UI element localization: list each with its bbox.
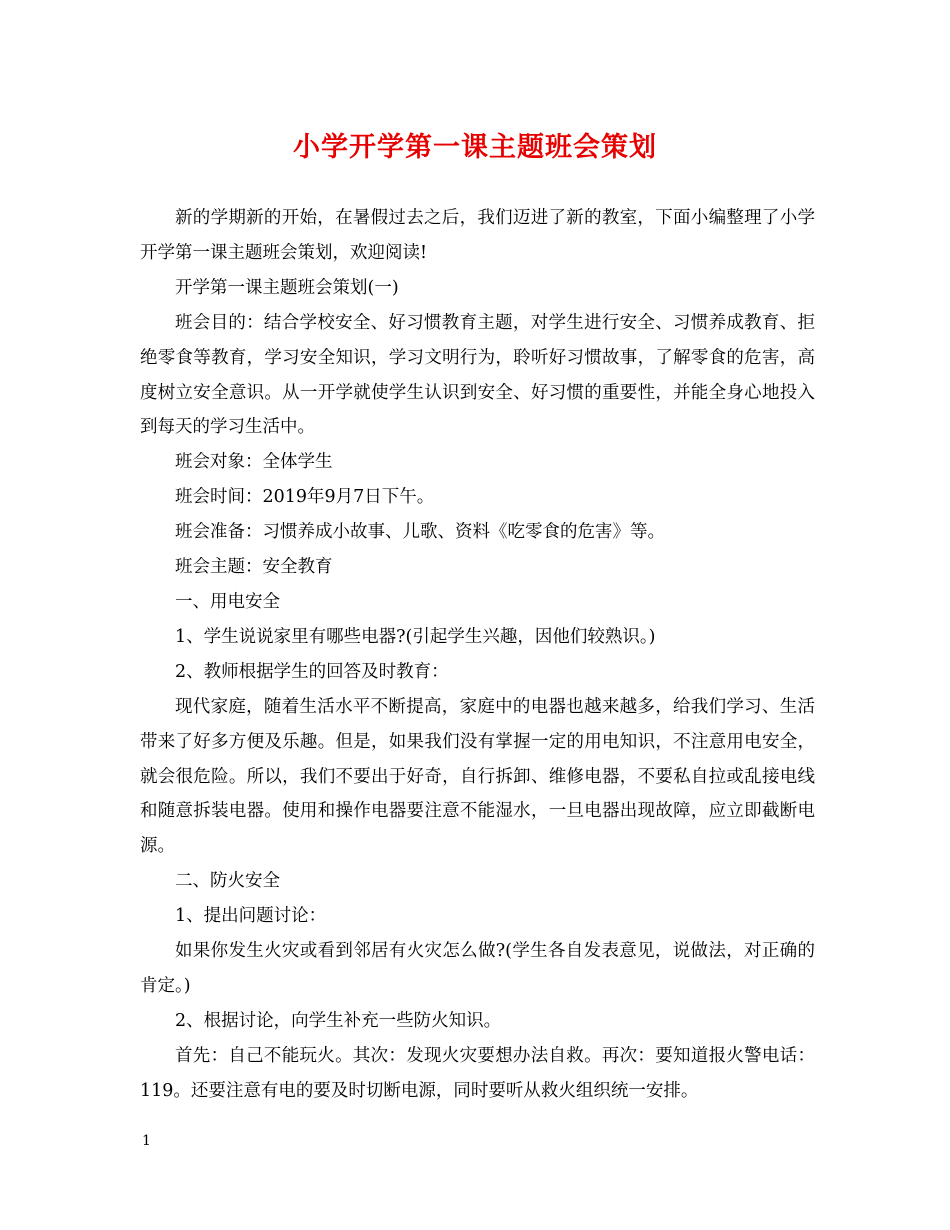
paragraph-electric-item-1: 1、学生说说家里有哪些电器?(引起学生兴趣，因他们较熟识。) [175, 626, 656, 647]
page-number: 1 [142, 1133, 151, 1149]
paragraph-electric-detail: 现代家庭，随着生活水平不断提高，家庭中的电器也越来越多，给我们学习、生活带来了好多方便及乐趣。但是，如果我们没有掌握一定的用电知识，不注意用电安全，就会很危险。所以，我们不要出于好奇，自行拆卸、维修电器，不要私自拉或乱接电线和随意拆装电器。使用和操作电器要注意不能湿水，一旦电器出现故障，应立即截断电源。 [140, 696, 815, 857]
paragraph-heading-electric-safety: 一、用电安全 [175, 591, 280, 612]
paragraph-intro: 新的学期新的开始，在暑假过去之后，我们迈进了新的教室，下面小编整理了小学开学第一课主题班会策划，欢迎阅读! [140, 208, 815, 263]
paragraph-section-heading: 开学第一课主题班会策划(一) [175, 277, 399, 298]
paragraph-theme: 班会主题：安全教育 [175, 557, 333, 578]
paragraph-fire-detail: 首先：自己不能玩火。其次：发现火灾要想办法自救。再次：要知道报火警电话：119。还要注意有电的要及时切断电源，同时要听从救火组织统一安排。 [140, 1045, 815, 1101]
paragraph-electric-item-2: 2、教师根据学生的回答及时教育： [175, 661, 449, 682]
paragraph-purpose: 班会目的：结合学校安全、好习惯教育主题，对学生进行安全、习惯养成教育、拒绝零食等教育，学习安全知识，学习文明行为，聆听好习惯故事，了解零食的危害，高度树立安全意识。从一开学就使学生认识到安全、好习惯的重要性，并能全身心地投入到每天的学习生活中。 [140, 312, 815, 438]
paragraph-preparation: 班会准备：习惯养成小故事、儿歌、资料《吃零食的危害》等。 [175, 522, 665, 543]
paragraph-fire-question: 如果你发生火灾或看到邻居有火灾怎么做?(学生各自发表意见，说做法，对正确的肯定。) [140, 941, 815, 996]
paragraph-heading-fire-safety: 二、防火安全 [175, 871, 280, 892]
paragraph-time: 班会时间：2019年9月7日下午。 [175, 487, 435, 508]
paragraph-fire-item-2: 2、根据讨论，向学生补充一些防火知识。 [175, 1010, 502, 1031]
paragraph-audience: 班会对象：全体学生 [175, 452, 333, 473]
document-title: 小学开学第一课主题班会策划 [293, 132, 657, 163]
paragraph-fire-item-1: 1、提出问题讨论： [175, 906, 327, 927]
document-body [140, 201, 815, 1109]
